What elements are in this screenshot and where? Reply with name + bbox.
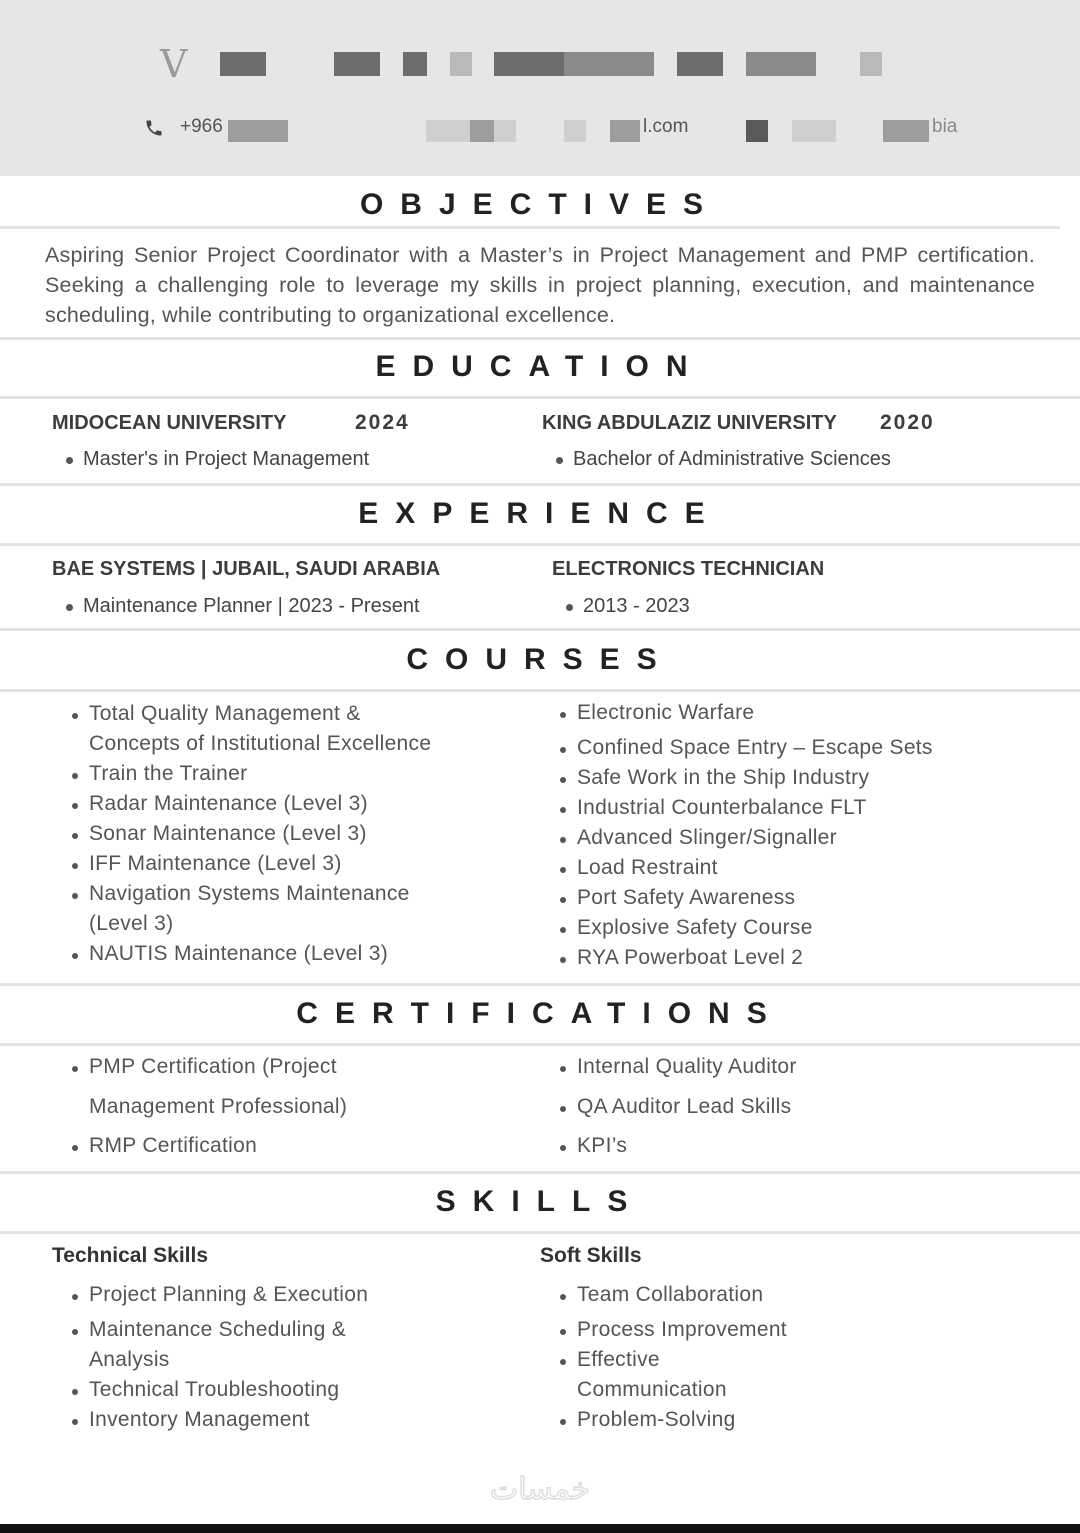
candidate-name-redacted: [160, 42, 920, 86]
list-item: RMP Certification: [72, 1134, 512, 1164]
divider: [0, 396, 1080, 399]
list-item-continuation: Communication: [577, 1378, 727, 1401]
list-item-continuation: (Level 3): [89, 912, 174, 935]
watermark-text: خمسات: [489, 1472, 591, 1507]
bullet-icon: [560, 1329, 566, 1335]
divider: [0, 337, 1080, 340]
list-item: Team Collaboration: [560, 1283, 1000, 1318]
redaction-block: [564, 52, 654, 76]
education-school: KING ABDULAZIZ UNIVERSITY: [542, 412, 837, 434]
bullet-icon: [556, 457, 563, 464]
list-item: Process Improvement: [560, 1318, 1000, 1348]
objective-text: Aspiring Senior Project Coordinator with a Master’s in Project Management and PMP certification. Seeking a challenging role to leverage my skills in project planning, execution, and maintenance scheduling, while contributing to organizational excellence.: [45, 243, 1035, 327]
bullet-icon: [560, 897, 566, 903]
bullet-icon: [560, 1294, 566, 1300]
experience-detail: 2013 - 2023: [583, 595, 690, 617]
list-item: Train the Trainer: [72, 762, 512, 792]
bullet-icon: [560, 777, 566, 783]
bullet-icon: [72, 803, 78, 809]
bullet-icon: [72, 953, 78, 959]
list-item: Project Planning & Execution: [72, 1283, 512, 1318]
redaction-block: [564, 120, 586, 142]
phone-number: +966: [180, 116, 223, 137]
bullet-icon: [72, 1389, 78, 1395]
redaction-block: [220, 52, 266, 76]
list-item: RYA Powerboat Level 2: [560, 946, 1060, 976]
list-item: QA Auditor Lead Skills: [560, 1095, 1040, 1134]
education-year: 2020: [880, 411, 935, 434]
divider: [0, 983, 1080, 986]
list-item: Technical Troubleshooting: [72, 1378, 512, 1408]
bullet-icon: [72, 893, 78, 899]
list-item: Total Quality Management &: [72, 702, 512, 732]
certifications-list-right: [560, 1055, 1040, 1164]
certifications-list-left: [72, 1055, 512, 1164]
bottom-bar: [0, 1524, 1080, 1533]
list-item: IFF Maintenance (Level 3): [72, 852, 512, 882]
list-item-continuation: Analysis: [89, 1348, 170, 1371]
section-title-experience: EXPERIENCE: [358, 497, 722, 530]
redaction-block: [860, 52, 882, 76]
redaction-block: [677, 52, 723, 76]
list-item: Navigation Systems Maintenance: [72, 882, 512, 912]
divider: [0, 628, 1080, 631]
phone-icon: [144, 118, 164, 138]
email-address: l.com: [643, 116, 689, 137]
divider: [0, 226, 1060, 229]
soft-skills-heading: Soft Skills: [540, 1244, 642, 1267]
redaction-block: [494, 52, 564, 76]
section-title-objectives: OBJECTIVES: [359, 188, 721, 221]
redaction-block: [746, 52, 816, 76]
education-school: MIDOCEAN UNIVERSITY: [52, 412, 287, 434]
list-item: Inventory Management: [72, 1408, 512, 1438]
contact-info: [140, 112, 1000, 146]
bullet-icon: [72, 1419, 78, 1425]
list-item: Electronic Warfare: [560, 701, 1060, 736]
bullet-icon: [72, 1294, 78, 1300]
redaction-block: [228, 120, 288, 142]
list-item: Problem-Solving: [560, 1408, 1000, 1438]
redaction-block: [746, 120, 768, 142]
section-title-courses: COURSES: [406, 643, 674, 676]
bullet-icon: [560, 957, 566, 963]
divider: [0, 689, 1080, 692]
bullet-icon: [72, 1066, 78, 1072]
bullet-icon: [560, 1419, 566, 1425]
redaction-block: [334, 52, 380, 76]
bullet-icon: [560, 867, 566, 873]
divider: [0, 1043, 1080, 1046]
location: bia: [932, 116, 958, 137]
courses-list-right: [560, 701, 1060, 976]
list-item: Safe Work in the Ship Industry: [560, 766, 1060, 796]
technical-skills-list: [72, 1283, 512, 1438]
list-item: Radar Maintenance (Level 3): [72, 792, 512, 822]
experience-detail: Maintenance Planner | 2023 - Present: [83, 595, 420, 617]
education-degree: Bachelor of Administrative Sciences: [573, 448, 891, 470]
list-item: NAUTIS Maintenance (Level 3): [72, 942, 512, 972]
list-item: Load Restraint: [560, 856, 1060, 886]
bullet-icon: [72, 1145, 78, 1151]
section-title-education: EDUCATION: [375, 350, 705, 383]
education-degree: Master's in Project Management: [83, 448, 370, 470]
redaction-block: [450, 52, 472, 76]
education-year: 2024: [355, 411, 410, 434]
bullet-icon: [72, 773, 78, 779]
divider: [0, 543, 1080, 546]
list-item: KPI’s: [560, 1134, 1040, 1164]
list-item: Confined Space Entry – Escape Sets: [560, 736, 1060, 766]
list-item: Effective: [560, 1348, 1000, 1378]
bullet-icon: [560, 1145, 566, 1151]
divider: [0, 1171, 1080, 1174]
bullet-icon: [560, 837, 566, 843]
bullet-icon: [72, 1329, 78, 1335]
bullet-icon: [560, 1359, 566, 1365]
redaction-block: [792, 120, 836, 142]
section-title-certifications: CERTIFICATIONS: [296, 997, 784, 1030]
divider: [0, 1231, 1080, 1234]
list-item: Sonar Maintenance (Level 3): [72, 822, 512, 852]
resume-header: [0, 0, 1080, 176]
bullet-icon: [560, 747, 566, 753]
bullet-icon: [560, 1106, 566, 1112]
list-item: Explosive Safety Course: [560, 916, 1060, 946]
bullet-icon: [72, 863, 78, 869]
bullet-icon: [560, 1066, 566, 1072]
section-title-skills: SKILLS: [435, 1185, 645, 1218]
redaction-block: [470, 120, 494, 142]
list-item: PMP Certification (Project: [72, 1055, 512, 1095]
bullet-icon: [566, 604, 573, 611]
soft-skills-list: [560, 1283, 1000, 1438]
redaction-block: [883, 120, 929, 142]
bullet-icon: [560, 712, 566, 718]
experience-heading: ELECTRONICS TECHNICIAN: [552, 558, 825, 580]
bullet-icon: [72, 833, 78, 839]
list-item-continuation: Concepts of Institutional Excellence: [89, 732, 432, 755]
redaction-block: [403, 52, 427, 76]
list-item: Maintenance Scheduling &: [72, 1318, 512, 1348]
technical-skills-heading: Technical Skills: [52, 1244, 209, 1267]
bullet-icon: [72, 713, 78, 719]
list-item-continuation: Management Professional): [89, 1095, 348, 1118]
courses-list-left: [72, 702, 512, 972]
list-item: Advanced Slinger/Signaller: [560, 826, 1060, 856]
name-initial: V: [160, 42, 190, 86]
list-item: Industrial Counterbalance FLT: [560, 796, 1060, 826]
list-item: Port Safety Awareness: [560, 886, 1060, 916]
watermark-logo: [470, 1468, 610, 1508]
bullet-icon: [560, 927, 566, 933]
bullet-icon: [560, 807, 566, 813]
experience-heading: BAE SYSTEMS | JUBAIL, SAUDI ARABIA: [52, 558, 441, 580]
redaction-block: [610, 120, 640, 142]
divider: [0, 483, 1080, 486]
list-item: Internal Quality Auditor: [560, 1055, 1040, 1095]
bullet-icon: [66, 457, 73, 464]
bullet-icon: [66, 604, 73, 611]
